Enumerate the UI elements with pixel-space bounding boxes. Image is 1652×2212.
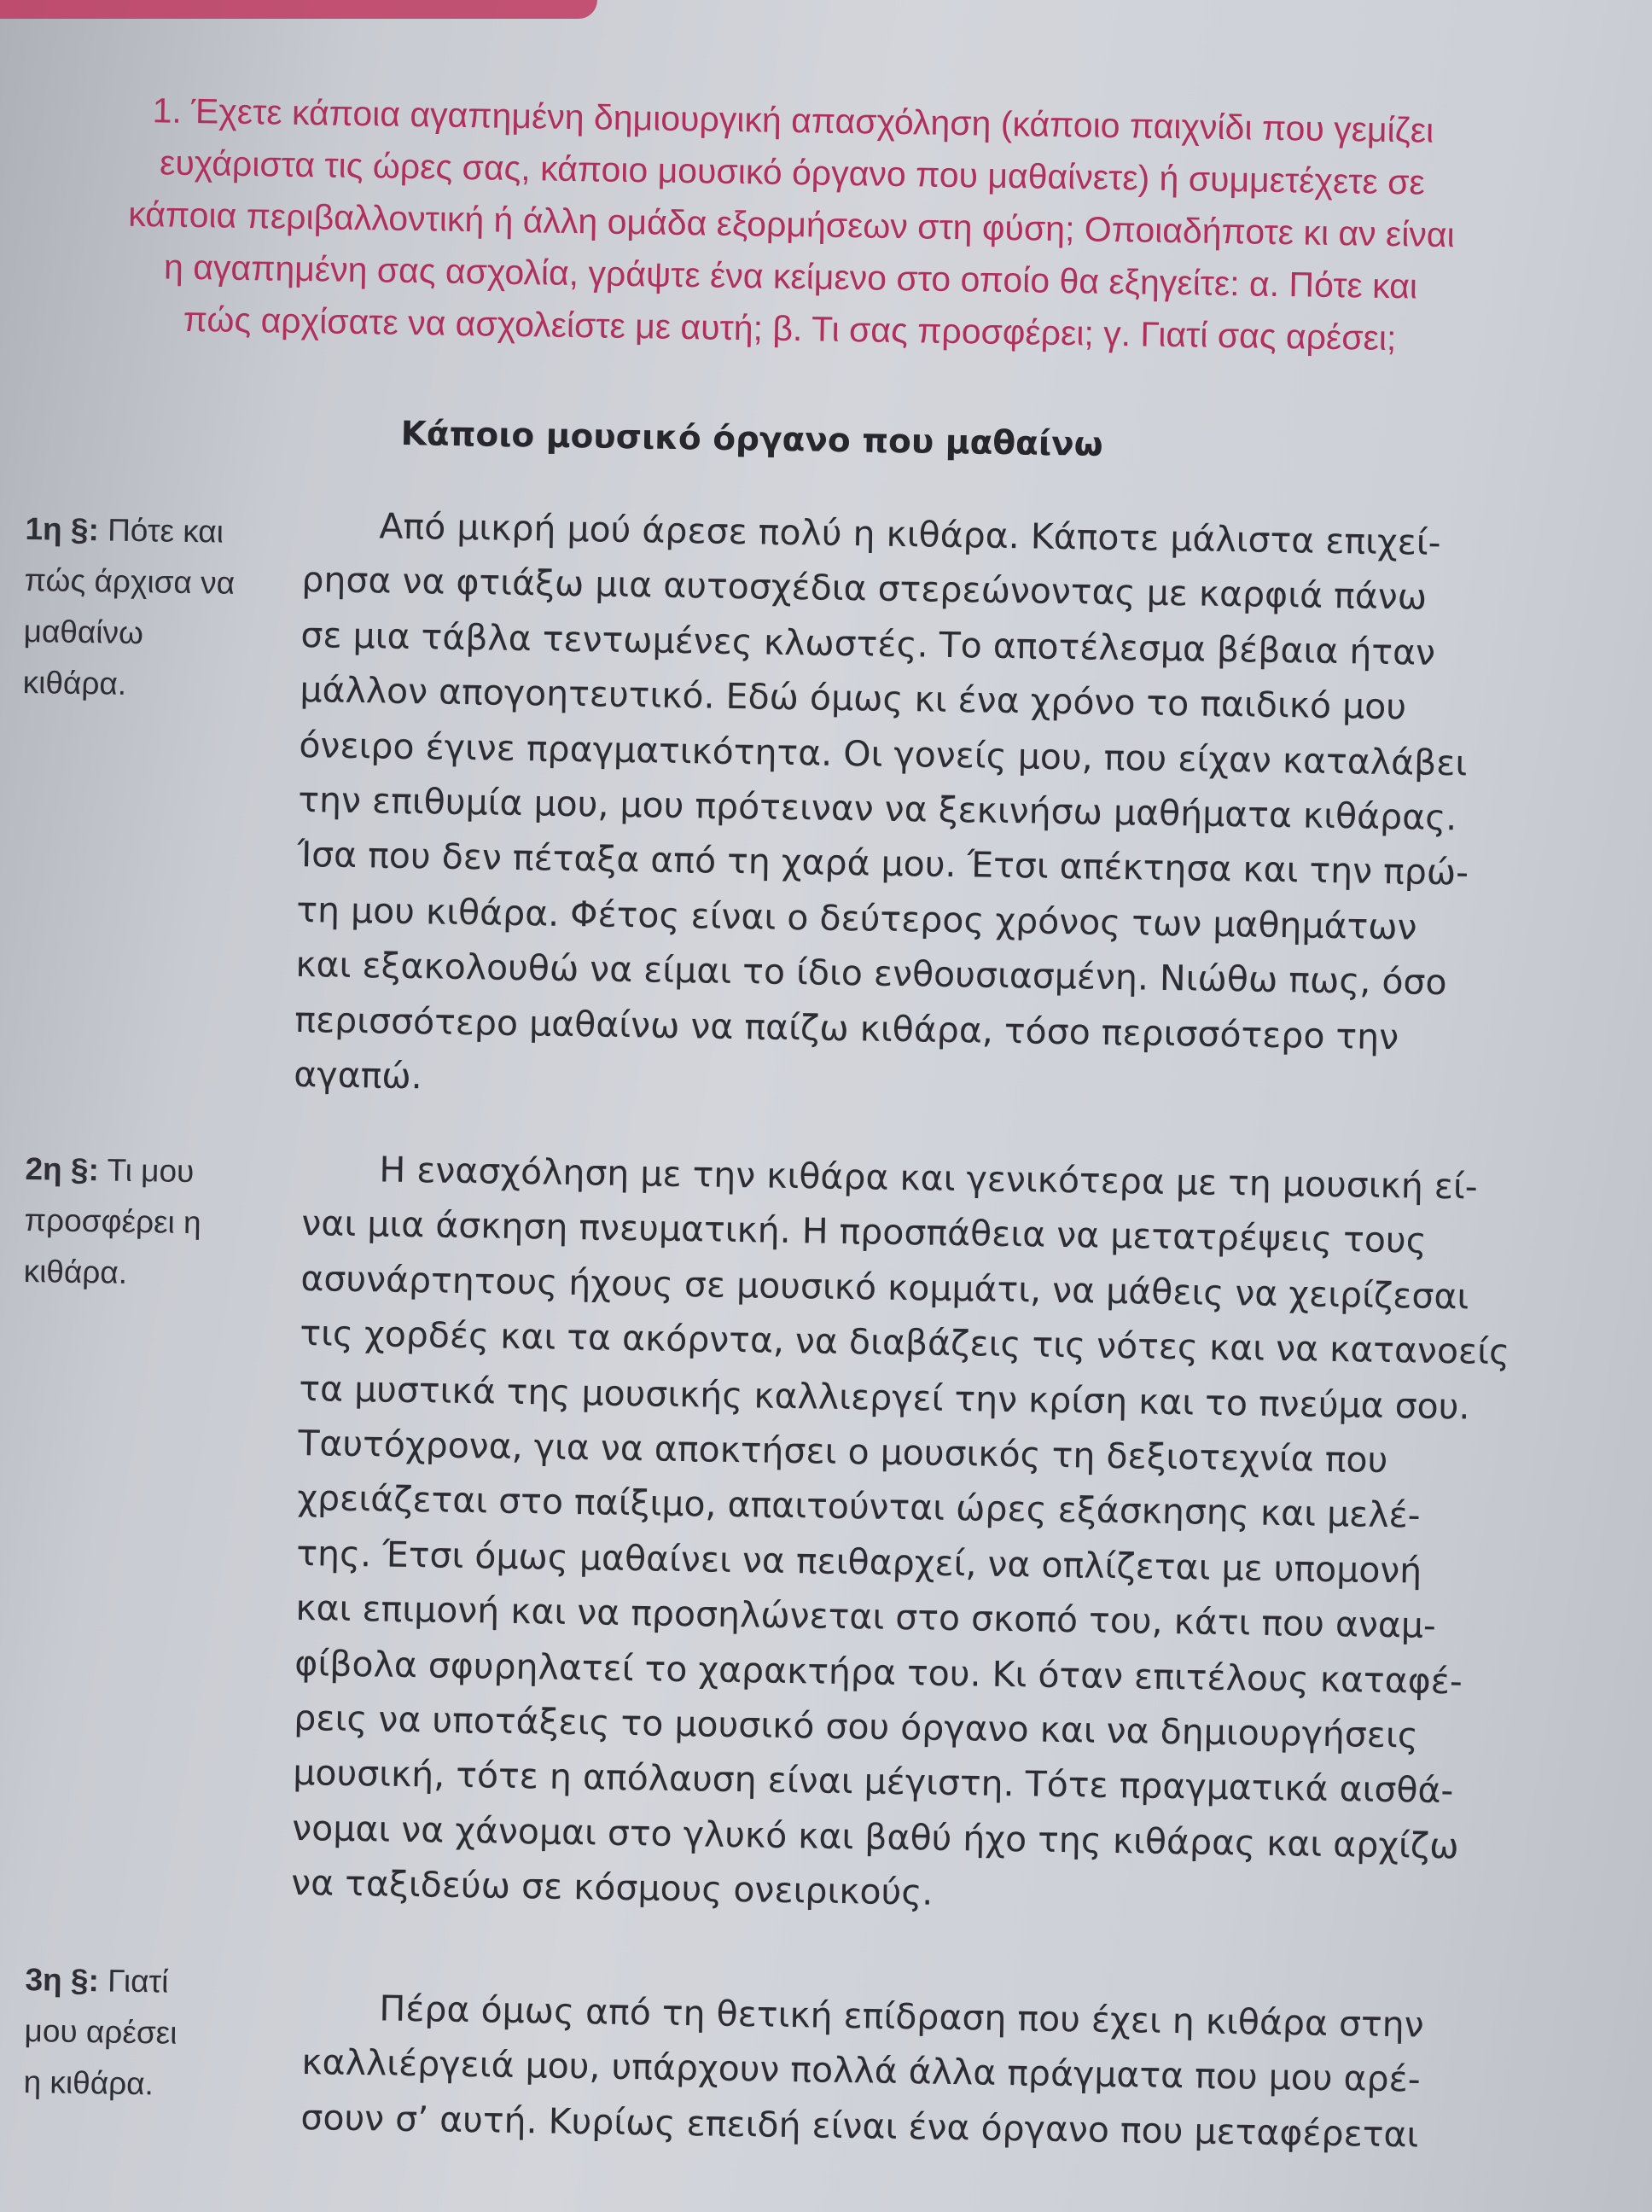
paragraph-line: μουσική, τότε η απόλαυση είναι μέγιστη. Τότε πραγματικά αισθά- <box>292 1752 1454 1812</box>
exercise-line: 1. Έχετε κάποια αγαπημένη δημιουργική απασχόληση (κάποιο παιχνίδι που γεμίζει <box>152 90 1434 150</box>
margin-note-line <box>25 1144 282 1199</box>
paragraph-line: Η ενασχόληση με την κιθάρα και γενικότερα με τη μουσική εί- <box>379 1149 1479 1208</box>
paragraph-line: σουν σ’ αυτή. Κυρίως επειδή είναι ένα όργανο που μεταφέρεται <box>300 2096 1419 2156</box>
exercise-line: πώς αρχίσατε να ασχολείστε με αυτή; β. Τι σας προσφέρει; γ. Γιατί σας αρέσει; <box>183 299 1397 358</box>
margin-note-text: Γιατί <box>107 1963 169 2000</box>
paragraph-line: τη μου κιθάρα. Φέτος είναι ο δεύτερος χρόνος των μαθημάτων <box>296 888 1417 948</box>
paragraph-line: ρησα να φτιάξω μια αυτοσχέδια στερεώνοντας με καρφιά πάνω <box>301 559 1428 619</box>
paragraph-line: χρειάζεται στο παίξιμο, απαιτούνται ώρες εξάσκησης και μελέ- <box>297 1477 1421 1537</box>
paragraph-line: φίβολα σφυρηλατεί το χαρακτήρα του. Κι όταν επιτέλους καταφέ- <box>294 1642 1463 1703</box>
paragraph-line: και εξακολουθώ να είμαι το ίδιο ενθουσιασμένη. Νιώθω πως, όσο <box>295 944 1447 1004</box>
margin-note-line: κιθάρα. <box>22 664 127 701</box>
paragraph-line: και επιμονή και να προσηλώνεται στο σκοπό του, κάτι που αναμ- <box>295 1587 1437 1647</box>
essay-paragraph-1 <box>294 498 1544 1121</box>
exercise-line: κάποια περιβαλλοντική ή άλλη ομάδα εξορμήσεων στη φύση; Οποιαδήποτε κι αν είναι <box>127 194 1456 255</box>
margin-note-paragraph-2 <box>23 1144 282 1301</box>
paragraph-line: της. Έτσι όμως μαθαίνει να πειθαρχεί, να οπλίζεται με υπομονή <box>296 1532 1422 1592</box>
margin-note-line: η κιθάρα. <box>23 2064 154 2102</box>
margin-note-line: μου αρέσει <box>24 2012 177 2051</box>
paragraph-line: να ταξιδεύω σε κόσμους ονειρικούς. <box>290 1862 934 1913</box>
paragraph-line: καλλιέργειά μου, υπάρχουν πολλά άλλα πράγματα που μου αρέ- <box>301 2041 1421 2100</box>
margin-note-line: μαθαίνω <box>23 613 144 651</box>
paragraph-line: μάλλον απογοητευτικό. Εδώ όμως κι ένα χρόνο το παιδικό μου <box>300 669 1407 728</box>
essay-paragraph-3 <box>300 1980 1544 2164</box>
paragraph-line: Ίσα που δεν πέταξα από τη χαρά μου. Έτσι απέκτησα και την πρώ- <box>297 834 1469 894</box>
paragraph-line: περισσότερο μαθαίνω να παίζω κιθάρα, τόσο περισσότερο την <box>294 998 1399 1057</box>
margin-note-line: προσφέρει η <box>24 1202 202 1241</box>
margin-note-paragraph-1 <box>22 504 282 713</box>
paragraph-line: τις χορδές και τα ακόρντα, να διαβάζεις τις νότες και να κατανοείς <box>300 1313 1510 1373</box>
margin-note-text: Τι μου <box>107 1152 195 1190</box>
margin-note-marker: 1η §: <box>25 510 100 548</box>
exercise-line: ευχάριστα τις ώρες σας, κάποιο μουσικό όργανο που μαθαίνετε) ή συμμετέχετε σε <box>159 143 1426 202</box>
paragraph-line: ναι μια άσκηση πνευματική. Η προσπάθεια να μετατρέψεις τους <box>301 1202 1428 1262</box>
margin-note-line: κιθάρα. <box>23 1253 128 1290</box>
margin-note-marker: 2η §: <box>25 1150 100 1188</box>
paragraph-line: την επιθυμία μου, μου πρότειναν να ξεκινήσω μαθήματα κιθάρας. <box>298 778 1457 839</box>
paragraph-line: Ταυτόχρονα, για να αποκτήσει ο μουσικός τη δεξιοτεχνία που <box>298 1422 1388 1481</box>
paragraph-line: νομαι να χάνομαι στο γλυκό και βαθύ ήχο της κιθάρας και αρχίζω <box>291 1807 1459 1867</box>
margin-note-line: πώς άρχισα να <box>24 562 236 601</box>
paragraph-line: αγαπώ. <box>294 1053 423 1097</box>
margin-note-paragraph-3 <box>23 1954 282 2112</box>
paragraph-line: Από μικρή μού άρεσε πολύ η κιθάρα. Κάποτε μάλιστα επιχεί- <box>379 505 1441 563</box>
margin-note-text: Πότε και <box>107 512 224 550</box>
paragraph-line: ρεις να υποτάξεις το μουσικό σου όργανο και να δημιουργήσεις <box>294 1697 1419 1756</box>
essay-title: Κάποιο μουσικό όργανο που μαθαίνω <box>400 415 1103 464</box>
paragraph-line: τα μυστικά της μουσικής καλλιεργεί την κρίση και το πνεύμα σου. <box>299 1367 1470 1428</box>
essay-paragraph-2 <box>291 1141 1544 1930</box>
page-top-edge <box>0 0 597 19</box>
margin-note-line <box>25 504 282 559</box>
exercise-prompt <box>81 84 1502 366</box>
paragraph-line: όνειρο έγινε πραγματικότητα. Οι γονείς μου, που είχαν καταλάβει <box>299 724 1468 784</box>
paragraph-line: Πέρα όμως από τη θετική επίδραση που έχει η κιθάρα στην <box>379 1988 1425 2046</box>
margin-note-line <box>25 1954 282 2010</box>
paragraph-line: ασυνάρτητους ήχους σε μουσικό κομμάτι, να μάθεις να χειρίζεσαι <box>300 1257 1469 1318</box>
exercise-line: η αγαπημένη σας ασχολία, γράψτε ένα κείμενο στο οποίο θα εξηγείτε: α. Πότε και <box>163 247 1418 306</box>
paragraph-line: σε μια τάβλα τεντωμένες κλωστές. Το αποτέλεσμα βέβαια ήταν <box>300 614 1436 673</box>
margin-note-marker: 3η §: <box>25 1961 100 1999</box>
